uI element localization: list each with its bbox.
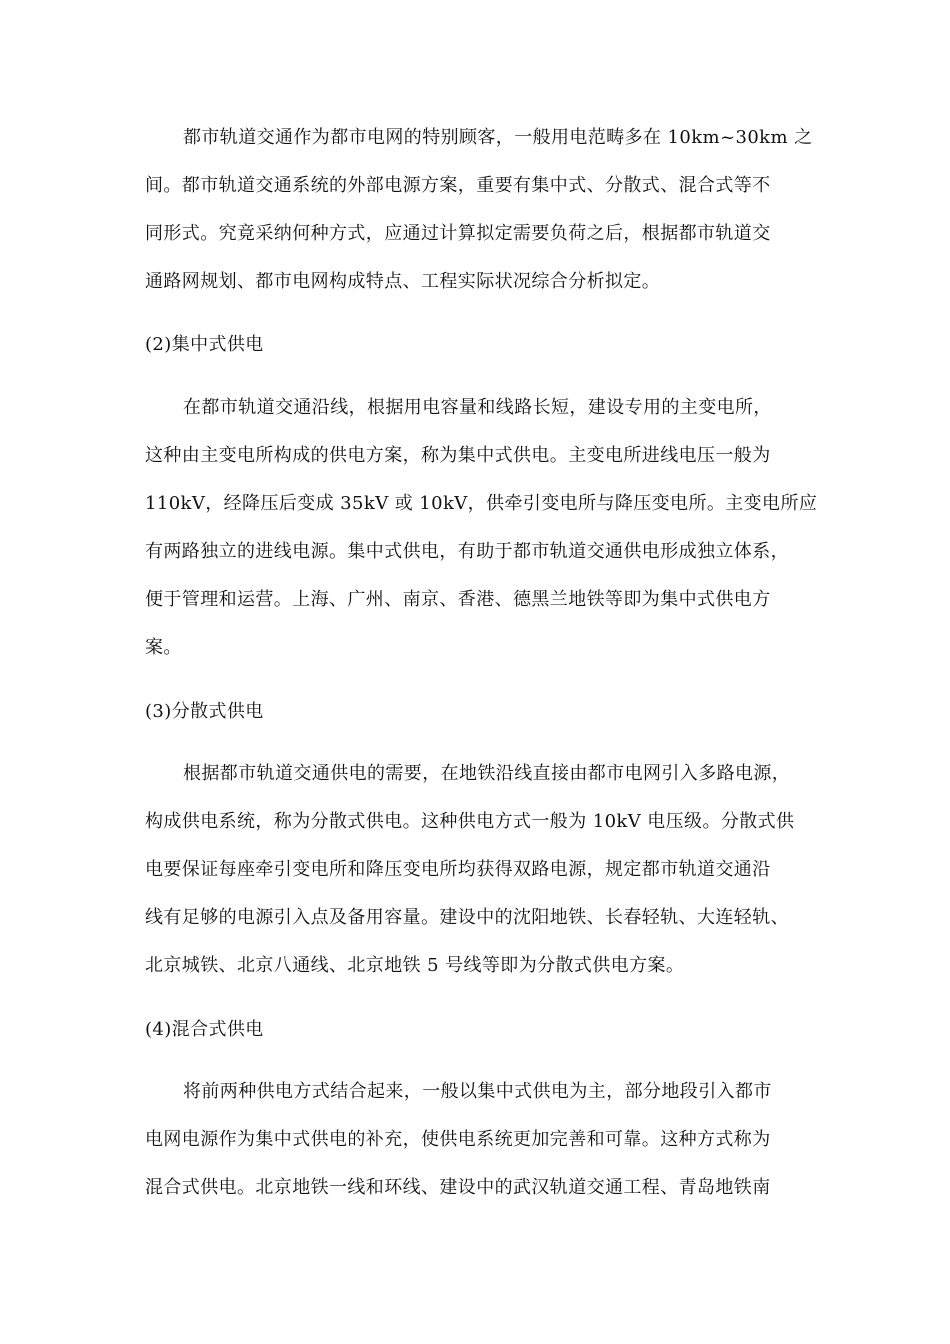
paragraph-2-line-2: 这种由主变电所构成的供电方案，称为集中式供电。主变电所进线电压一般为 <box>145 445 771 466</box>
paragraph-4-line-1: 将前两种供电方式结合起来，一般以集中式供电为主，部分地段引入都市 <box>183 1081 772 1102</box>
paragraph-1-line-3: 同形式。究竟采纳何种方式，应通过计算拟定需要负荷之后，根据都市轨道交 <box>145 223 771 244</box>
paragraph-3-line-5: 北京城铁、北京八通线、北京地铁 5 号线等即为分散式供电方案。 <box>145 955 685 976</box>
paragraph-3-line-1: 根据都市轨道交通供电的需要，在地铁沿线直接由都市电网引入多路电源， <box>183 763 791 784</box>
paragraph-3-line-4: 线有足够的电源引入点及备用容量。建设中的沈阳地铁、长春轻轨、大连轻轨、 <box>145 907 789 928</box>
paragraph-1-line-4: 通路网规划、都市电网构成特点、工程实际状况综合分析拟定。 <box>145 271 661 292</box>
section-heading-2: (2)集中式供电 <box>145 334 264 355</box>
section-heading-3: (3)分散式供电 <box>145 701 264 722</box>
paragraph-3-line-2: 构成供电系统，称为分散式供电。这种供电方式一般为 10kV 电压级。分散式供 <box>145 811 795 832</box>
paragraph-2-line-5: 便于管理和运营。上海、广州、南京、香港、德黑兰地铁等即为集中式供电方 <box>145 589 771 610</box>
paragraph-2-line-6: 案。 <box>145 637 182 658</box>
paragraph-1-line-1: 都市轨道交通作为都市电网的特别顾客，一般用电范畴多在 10km~30km 之 <box>183 127 813 148</box>
paragraph-4-line-2: 电网电源作为集中式供电的补充，使供电系统更加完善和可靠。这种方式称为 <box>145 1129 771 1150</box>
paragraph-4-line-3: 混合式供电。北京地铁一线和环线、建设中的武汉轨道交通工程、青岛地铁南 <box>145 1177 771 1198</box>
paragraph-3-line-3: 电要保证每座牵引变电所和降压变电所均获得双路电源，规定都市轨道交通沿 <box>145 859 771 880</box>
paragraph-1-line-2: 间。都市轨道交通系统的外部电源方案，重要有集中式、分散式、混合式等不 <box>145 175 771 196</box>
paragraph-2-line-3: 110kV，经降压后变成 35kV 或 10kV，供牵引变电所与降压变电所。主变电所应 <box>145 493 818 514</box>
paragraph-2-line-4: 有两路独立的进线电源。集中式供电，有助于都市轨道交通供电形成独立体系， <box>145 541 789 562</box>
paragraph-2-line-1: 在都市轨道交通沿线，根据用电容量和线路长短，建设专用的主变电所， <box>183 397 772 418</box>
section-heading-4: (4)混合式供电 <box>145 1019 264 1040</box>
